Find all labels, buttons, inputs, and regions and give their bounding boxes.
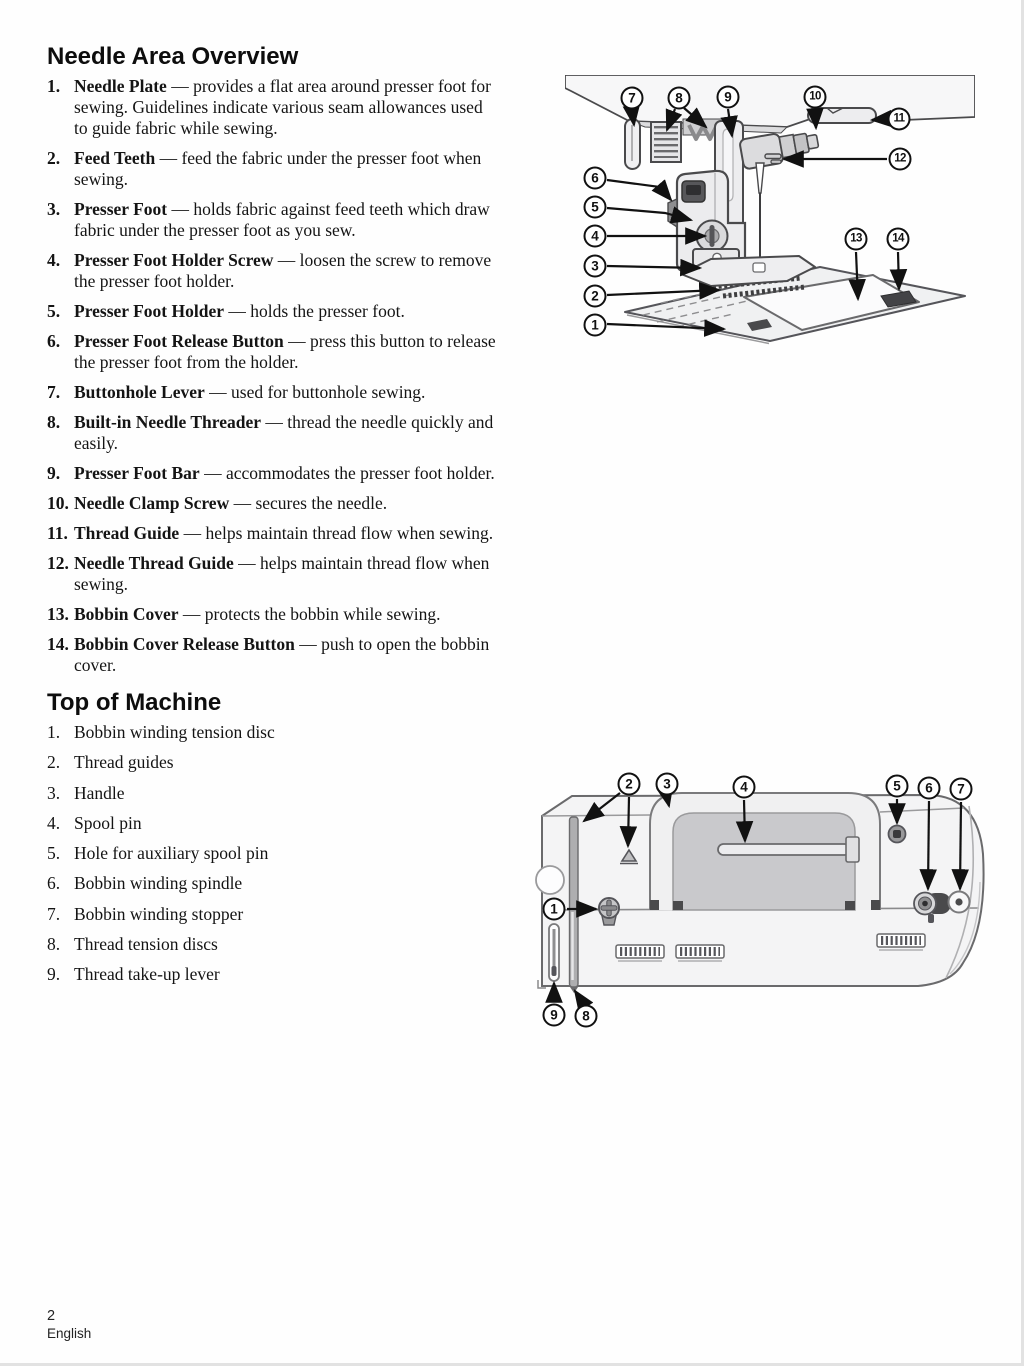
callout-8: 8 [668, 87, 691, 110]
list-item [47, 783, 499, 804]
item-number: 9. [47, 964, 61, 985]
callout-12: 12 [889, 148, 912, 171]
item-number: 6. [47, 331, 61, 351]
item-number: 9. [47, 463, 61, 483]
callout-6: 6 [584, 167, 607, 190]
list-item [47, 843, 499, 864]
buttonhole-lever-shape [625, 119, 640, 169]
list-item [47, 493, 499, 514]
item-number: 8. [47, 934, 61, 955]
thread-guide-shape [808, 108, 876, 123]
callout-1: 1 [584, 314, 607, 337]
list-item [47, 553, 499, 595]
item-desc: — helps maintain thread flow when sewing. [183, 523, 494, 543]
item-number: 8. [47, 412, 61, 432]
page-number: 2 [47, 1308, 56, 1324]
item-body [74, 634, 499, 676]
item-text: Bobbin winding spindle [74, 873, 243, 894]
item-desc: — feed the fabric under the presser foot when sewing. [74, 148, 482, 189]
item-number: 3. [47, 199, 61, 219]
callout-4: 4 [733, 776, 756, 799]
callout-6: 6 [918, 777, 941, 800]
item-body [74, 382, 499, 403]
item-number: 12. [47, 553, 69, 573]
item-body [74, 331, 499, 373]
aux-spool-pin-hole-shape [889, 826, 906, 843]
item-term: Buttonhole Lever [74, 382, 205, 402]
item-number: 3. [47, 782, 61, 803]
item-term: Presser Foot Holder Screw [74, 250, 274, 270]
item-number: 4. [47, 812, 61, 833]
top-of-machine-heading: Top of Machine [47, 689, 222, 716]
list-item [47, 752, 499, 773]
list-item [47, 634, 499, 676]
item-number: 5. [47, 301, 61, 321]
item-body [74, 301, 499, 322]
item-term: Presser Foot Release Button [74, 331, 284, 351]
list-item [47, 199, 499, 241]
section-top-of-machine [47, 690, 499, 995]
list-item [47, 873, 499, 894]
callout-14: 14 [887, 228, 910, 251]
item-desc: — used for buttonhole sewing. [209, 382, 426, 402]
page-language: English [47, 1326, 92, 1341]
callout-1: 1 [543, 898, 566, 921]
item-body [74, 199, 499, 241]
item-body [74, 148, 499, 190]
list-item [47, 250, 499, 292]
thread-tension-strip [570, 817, 579, 993]
item-number: 4. [47, 250, 61, 270]
item-desc: — provides a flat area around presser foot for sewing. Guidelines indicate various seam allowances used to guide fabric while sewing. [74, 76, 491, 138]
callout-5: 5 [886, 775, 909, 798]
item-desc: — press this button to release the presser foot from the holder. [74, 331, 496, 372]
item-number: 1. [47, 76, 61, 96]
callout-5: 5 [584, 196, 607, 219]
callout-13: 13 [845, 228, 868, 251]
list-item [47, 722, 499, 743]
item-desc: — holds the presser foot. [228, 301, 405, 321]
item-term: Thread Guide [74, 523, 180, 543]
item-text: Hole for auxiliary spool pin [74, 843, 269, 864]
item-term: Presser Foot [74, 199, 168, 219]
list-item [47, 76, 499, 139]
item-body [74, 463, 499, 484]
list-item [47, 301, 499, 322]
item-desc: — loosen the screw to remove the presser foot holder. [74, 250, 492, 291]
top-of-machine-illustration [532, 762, 990, 1034]
list-item [47, 463, 499, 484]
item-number: 7. [47, 382, 61, 402]
item-body [74, 493, 499, 514]
needle-area-figure [565, 75, 975, 365]
item-body [74, 553, 499, 595]
callout-9: 9 [543, 1004, 566, 1027]
take-up-lever-shape [549, 924, 559, 981]
item-number: 5. [47, 843, 61, 864]
item-number: 6. [47, 873, 61, 894]
item-text: Spool pin [74, 812, 142, 833]
callout-2: 2 [584, 285, 607, 308]
item-body [74, 250, 499, 292]
callout-3: 3 [584, 255, 607, 278]
item-text: Bobbin winding stopper [74, 903, 244, 924]
list-item [47, 412, 499, 454]
item-text: Thread tension discs [74, 934, 218, 955]
callout-7: 7 [621, 87, 644, 110]
item-text: Thread guides [74, 752, 174, 773]
list-item [47, 813, 499, 834]
callout-9: 9 [717, 86, 740, 109]
item-desc: — holds fabric against feed teeth which draw fabric under the presser foot as you sew. [74, 199, 490, 240]
item-body [74, 412, 499, 454]
item-desc: — push to open the bobbin cover. [74, 634, 490, 675]
top-of-machine-figure [532, 762, 990, 1034]
item-body [74, 523, 499, 544]
list-item [47, 148, 499, 190]
item-term: Built-in Needle Threader [74, 412, 261, 432]
item-number: 1. [47, 722, 61, 742]
item-desc: — secures the needle. [233, 493, 388, 513]
callout-4: 4 [584, 225, 607, 248]
item-term: Presser Foot Holder [74, 301, 225, 321]
item-number: 10. [47, 493, 69, 513]
item-desc: — accommodates the presser foot holder. [204, 463, 495, 483]
item-number: 11. [47, 523, 68, 543]
list-item [47, 604, 499, 625]
callout-11: 11 [888, 108, 911, 131]
needle-area-heading: Needle Area Overview [47, 43, 299, 70]
item-term: Bobbin Cover Release Button [74, 634, 295, 654]
item-desc: — helps maintain thread flow when sewing. [74, 553, 490, 594]
item-term: Needle Clamp Screw [74, 493, 230, 513]
item-desc: — protects the bobbin while sewing. [182, 604, 441, 624]
list-item [47, 904, 499, 925]
needle-area-illustration [565, 75, 975, 365]
item-text: Bobbin winding tension disc [74, 722, 275, 742]
section-needle-area [47, 44, 499, 685]
callout-2: 2 [618, 773, 641, 796]
list-item [47, 382, 499, 403]
item-number: 2. [47, 148, 61, 168]
list-item [47, 331, 499, 373]
item-number: 13. [47, 604, 69, 624]
list-item [47, 964, 499, 985]
callout-10: 10 [804, 86, 827, 109]
callout-7: 7 [950, 778, 973, 801]
list-item [47, 523, 499, 544]
item-term: Needle Thread Guide [74, 553, 234, 573]
item-term: Feed Teeth [74, 148, 156, 168]
item-body [74, 604, 499, 625]
item-term: Bobbin Cover [74, 604, 179, 624]
list-item [47, 934, 499, 955]
page-footer [47, 1307, 91, 1342]
item-text: Thread take-up lever [74, 964, 220, 985]
item-term: Needle Plate [74, 76, 167, 96]
item-text: Handle [74, 782, 125, 803]
item-body [74, 76, 499, 139]
callout-8: 8 [575, 1005, 598, 1028]
item-number: 14. [47, 634, 69, 654]
item-desc: — thread the needle quickly and easily. [74, 412, 494, 453]
item-number: 7. [47, 903, 61, 924]
callout-3: 3 [656, 773, 679, 796]
item-term: Presser Foot Bar [74, 463, 200, 483]
item-number: 2. [47, 752, 61, 773]
